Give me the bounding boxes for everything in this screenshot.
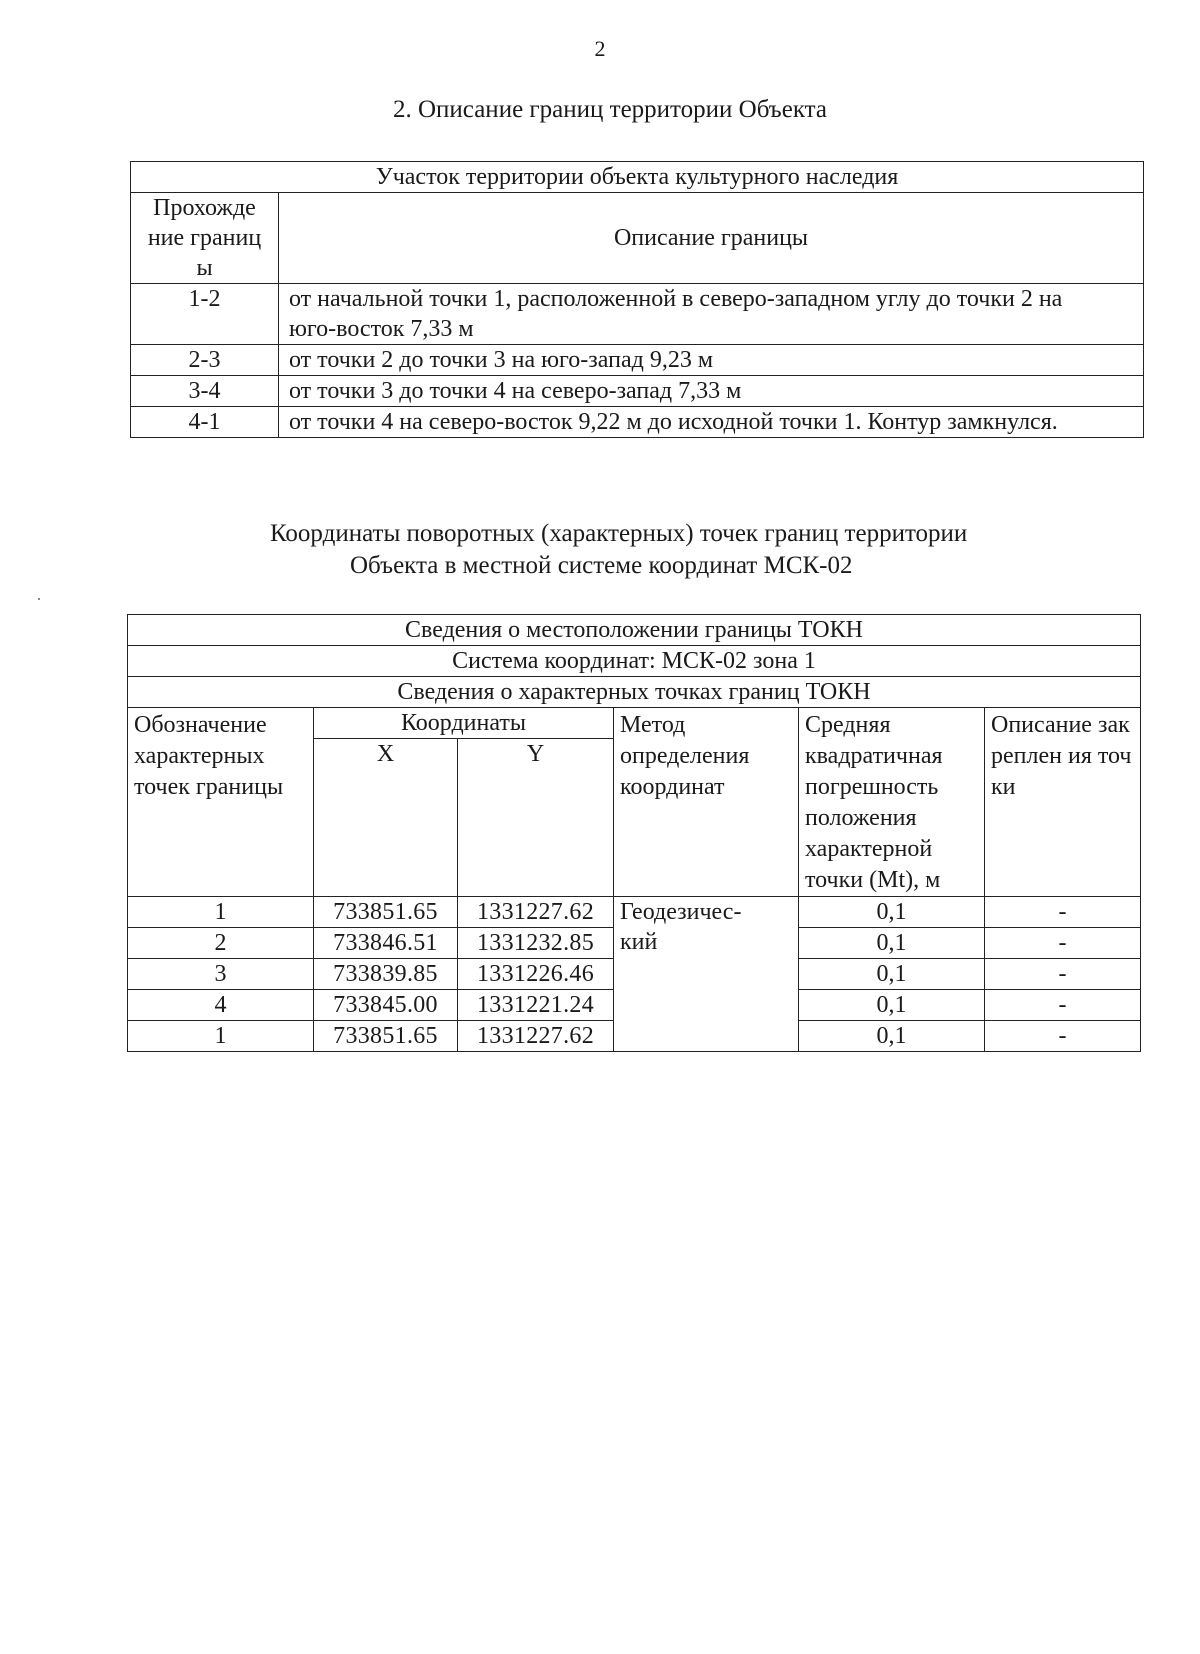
row-description: от точки 4 на северо-восток 9,22 м до исходной точки 1. Контур замкнулся. (279, 407, 1144, 438)
row-error: 0,1 (799, 990, 985, 1021)
row-y: 1331232.85 (458, 928, 614, 959)
row-description: от точки 2 до точки 3 на юго-запад 9,23 м (279, 345, 1144, 376)
boundary-table-title: Участок территории объекта культурного наследия (131, 162, 1144, 193)
col-method-header: Метод определения координат (614, 708, 799, 897)
col-error-header: Средняя квадратичная погрешность положения характерной точки (Mt), м (799, 708, 985, 897)
col-coordinates-header: Координаты (314, 708, 614, 739)
table-row (128, 897, 1141, 928)
col-passage-header (131, 193, 279, 284)
row-y: 1331221.24 (458, 990, 614, 1021)
col-description-header: Описание границы (279, 193, 1144, 284)
row-passage: 3-4 (131, 376, 279, 407)
coordinates-heading (270, 518, 1090, 582)
row-error: 0,1 (799, 1021, 985, 1052)
row-point: 4 (128, 990, 314, 1021)
coordinates-heading-line1: Координаты поворотных (характерных) точек границ территории (270, 520, 968, 547)
row-x: 733845.00 (314, 990, 458, 1021)
row-point: 1 (128, 897, 314, 928)
row-x: 733846.51 (314, 928, 458, 959)
row-error: 0,1 (799, 959, 985, 990)
page-number: 2 (594, 36, 606, 61)
table-row (131, 376, 1144, 407)
row-passage: 2-3 (131, 345, 279, 376)
row-x: 733851.65 (314, 897, 458, 928)
coordinates-header-points: Сведения о характерных точках границ ТОКН (128, 677, 1141, 708)
row-description: от начальной точки 1, расположенной в северо-западном углу до точки 2 на юго-восток 7,33 м (279, 284, 1144, 345)
row-x: 733851.65 (314, 1021, 458, 1052)
row-fixing: - (985, 1021, 1141, 1052)
coordinates-header-location: Сведения о местоположении границы ТОКН (128, 615, 1141, 646)
coordinates-table (127, 614, 1141, 1052)
row-fixing: - (985, 897, 1141, 928)
row-fixing: - (985, 928, 1141, 959)
row-method: Геодезичес- кий (614, 897, 799, 1052)
boundary-table (130, 161, 1144, 438)
table-row (131, 407, 1144, 438)
coordinates-header-system: Система координат: МСК-02 зона 1 (128, 646, 1141, 677)
scan-speck (38, 598, 40, 600)
row-error: 0,1 (799, 928, 985, 959)
section-title: 2. Описание границ территории Объекта (393, 96, 827, 123)
row-description: от точки 3 до точки 4 на северо-запад 7,33 м (279, 376, 1144, 407)
col-designation-header: Обозначение характерных точек границы (128, 708, 314, 897)
coordinates-heading-line2: Объекта в местной системе координат МСК-02 (350, 552, 853, 579)
row-passage: 1-2 (131, 284, 279, 345)
col-y-header: Y (458, 739, 614, 897)
row-point: 2 (128, 928, 314, 959)
table-row (131, 345, 1144, 376)
row-point: 3 (128, 959, 314, 990)
table-row (131, 284, 1144, 345)
row-y: 1331227.62 (458, 897, 614, 928)
row-x: 733839.85 (314, 959, 458, 990)
row-y: 1331226.46 (458, 959, 614, 990)
row-fixing: - (985, 959, 1141, 990)
row-error: 0,1 (799, 897, 985, 928)
col-fixing-header: Описание закреплен ия точки (985, 708, 1141, 897)
col-x-header: X (314, 739, 458, 897)
row-point: 1 (128, 1021, 314, 1052)
row-passage: 4-1 (131, 407, 279, 438)
row-y: 1331227.62 (458, 1021, 614, 1052)
row-fixing: - (985, 990, 1141, 1021)
col-passage-label: Прохожде ние границы (147, 195, 262, 281)
